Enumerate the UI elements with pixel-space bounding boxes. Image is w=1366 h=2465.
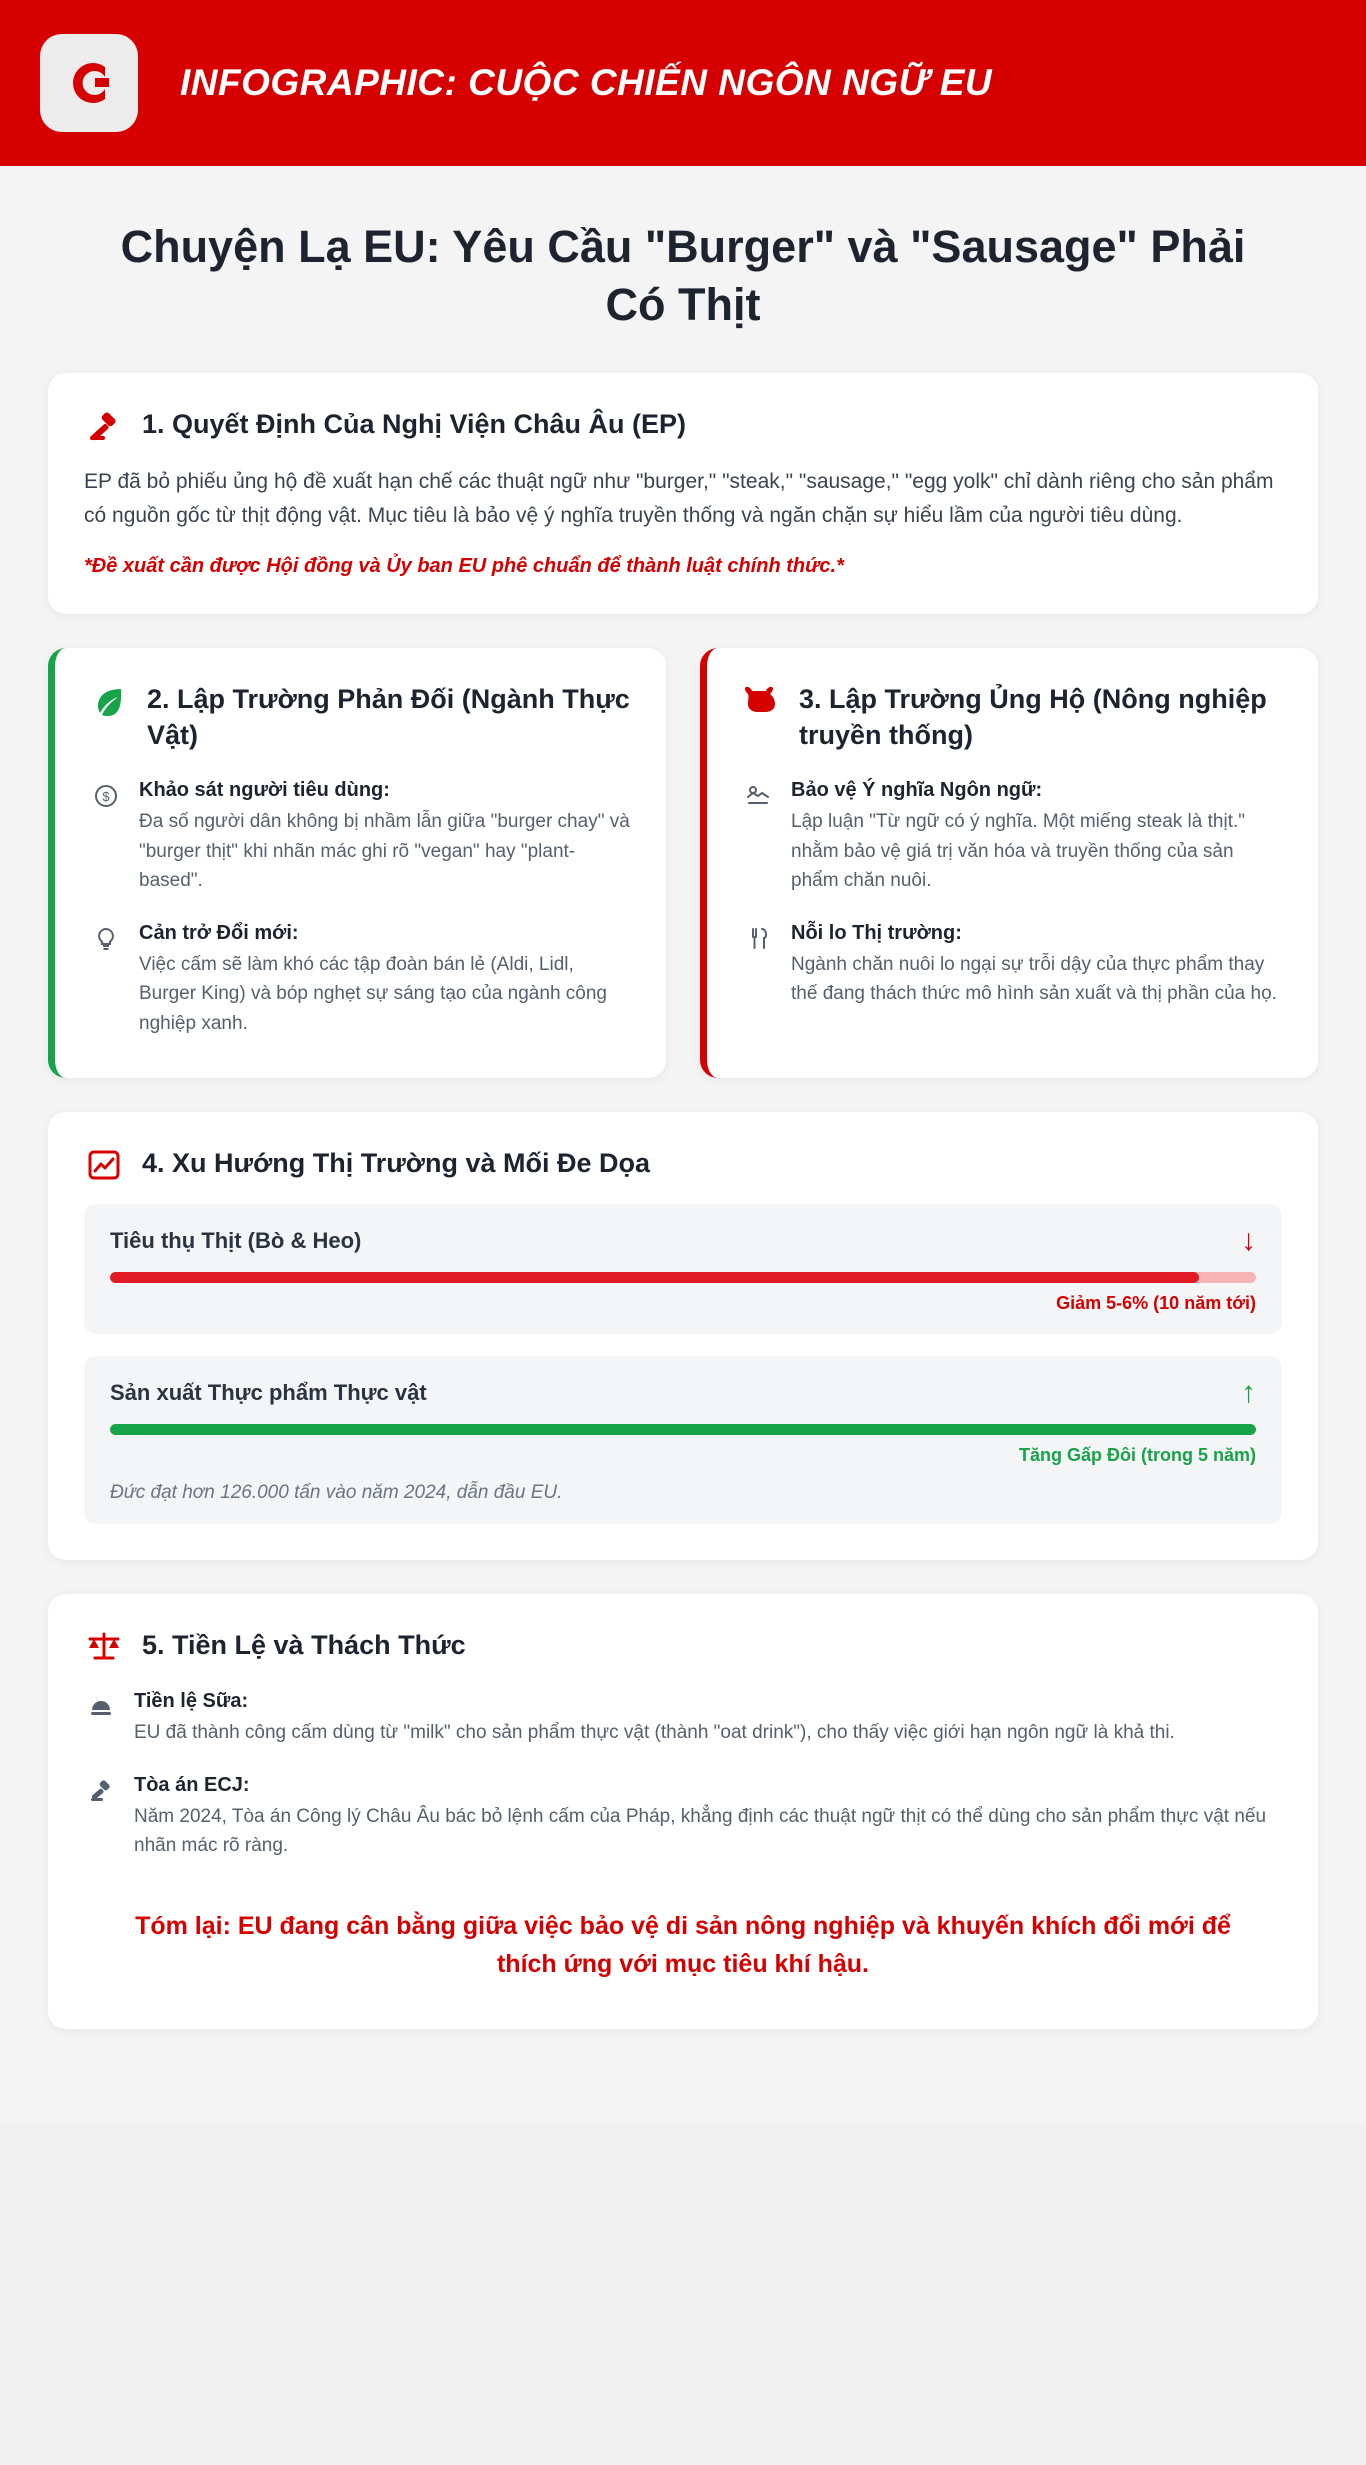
header-title: INFOGRAPHIC: CUỘC CHIẾN NGÔN NGỮ EU [180, 62, 993, 103]
section-2-title: 2. Lập Trường Phản Đối (Ngành Thực Vật) [147, 684, 630, 750]
section-4-title: 4. Xu Hướng Thị Trường và Mối Đe Dọa [142, 1148, 651, 1179]
section-4-header [84, 1146, 1282, 1182]
trend-value: Tăng Gấp Đôi (trong 5 năm) [1019, 1445, 1256, 1466]
item-title: Tòa án ECJ: [134, 1773, 250, 1796]
list-item [89, 779, 632, 895]
item-text: Năm 2024, Tòa án Công lý Châu Âu bác bỏ lệnh cấm của Pháp, khẳng định các thuật ngữ thịt có thể dùng cho sản phẩm thực vật nếu nhãn mác rõ ràng. [134, 1805, 1267, 1856]
section-2-header [89, 682, 632, 753]
item-title: Khảo sát người tiêu dùng: [139, 779, 390, 802]
item-title: Tiền lệ Sữa: [134, 1690, 249, 1713]
content-wrap [0, 373, 1366, 2123]
section-3-card [700, 648, 1318, 1078]
scales-icon [84, 1628, 124, 1664]
section-4-note: Đức đạt hơn 126.000 tấn vào năm 2024, dẫn đầu EU. [110, 1482, 563, 1504]
item-title: Bảo vệ Ý nghĩa Ngôn ngữ: [791, 779, 1043, 802]
section-5-title: 5. Tiền Lệ và Thách Thức [142, 1630, 466, 1661]
item-text: Đa số người dân không bị nhầm lẫn giữa "burger chay" và "burger thịt" khi nhãn mác ghi rõ "vegan" hay "plant-based". [139, 811, 630, 892]
page-header [0, 0, 1366, 166]
cutlery-icon [741, 922, 775, 1009]
trend-meat-header [110, 1226, 1256, 1256]
opposing-views-row [48, 648, 1318, 1078]
item-text: Việc cấm sẽ làm khó các tập đoàn bán lẻ (Aldi, Lidl, Burger King) và bóp nghẹt sự sáng tạo của ngành công nghiệp xanh. [139, 953, 607, 1034]
section-3-header [741, 682, 1284, 753]
list-item [84, 1690, 1282, 1747]
arrow-down-icon: ↓ [1241, 1224, 1256, 1258]
trend-plant [84, 1356, 1282, 1524]
svg-text:$: $ [102, 789, 110, 805]
section-3-title: 3. Lập Trường Ủng Hộ (Nông nghiệp truyền thống) [799, 684, 1267, 750]
section-1-note: *Đề xuất cần được Hội đồng và Ủy ban EU phê chuẩn để thành luật chính thức.* [84, 555, 844, 578]
section-5-header [84, 1628, 1282, 1664]
handshake-icon [741, 779, 775, 895]
gavel-icon [84, 407, 124, 445]
trend-plant-header [110, 1378, 1256, 1408]
trend-bar-track [110, 1424, 1256, 1435]
item-text: Lập luận "Từ ngữ có ý nghĩa. Một miếng steak là thịt." nhằm bảo vệ giá trị văn hóa và truyền thống của sản phẩm chăn nuôi. [791, 811, 1245, 892]
trend-bar-fill [110, 1424, 1256, 1435]
trend-meat [84, 1204, 1282, 1334]
item-text: EU đã thành công cấm dùng từ "milk" cho sản phẩm thực vật (thành "oat drink"), cho thấy việc giới hạn ngôn ngữ là khả thi. [134, 1722, 1175, 1744]
section-1-body: EP đã bỏ phiếu ủng hộ đề xuất hạn chế các thuật ngữ như "burger," "steak," "sausage," "egg yolk" chỉ dành riêng cho sản phẩm có nguồn gốc từ thịt động vật. Mục tiêu là bảo vệ ý nghĩa truyền thống và ngăn chặn sự hiểu lầm của người tiêu dùng. [84, 470, 1274, 528]
trend-label: Tiêu thụ Thịt (Bò & Heo) [110, 1228, 362, 1254]
section-4-card [48, 1112, 1318, 1560]
list-item [84, 1774, 1282, 1861]
lightbulb-icon [89, 922, 123, 1038]
leaf-icon [89, 682, 129, 718]
item-title: Cản trở Đổi mới: [139, 921, 299, 944]
page-title: Chuyện Lạ EU: Yêu Cầu "Burger" và "Sausage" Phải Có Thịt [120, 221, 1246, 330]
section-2-card [48, 648, 666, 1078]
arrow-up-icon: ↑ [1241, 1376, 1256, 1410]
gavel-small-icon [84, 1774, 118, 1861]
trend-label: Sản xuất Thực phẩm Thực vật [110, 1380, 427, 1406]
cow-icon [741, 682, 781, 714]
survey-icon [89, 779, 123, 895]
list-item [89, 922, 632, 1038]
section-5-card [48, 1594, 1318, 2029]
list-item [741, 922, 1284, 1009]
chart-line-icon [84, 1146, 124, 1182]
section-1-card [48, 373, 1318, 614]
conclusion-text: Tóm lại: EU đang cân bằng giữa việc bảo vệ di sản nông nghiệp và khuyến khích đổi mới để thích ứng với mục tiêu khí hậu. [135, 1912, 1231, 1978]
trend-value: Giảm 5-6% (10 năm tới) [1056, 1293, 1256, 1314]
section-1-header [84, 407, 1282, 445]
trend-bar-track [110, 1272, 1256, 1283]
logo [40, 34, 138, 132]
item-title: Nỗi lo Thị trường: [791, 921, 962, 944]
item-text: Ngành chăn nuôi lo ngại sự trỗi dậy của thực phẩm thay thế đang thách thức mô hình sản xuất và thị phần của họ. [791, 953, 1277, 1005]
trend-bar-fill [110, 1272, 1199, 1283]
list-item [741, 779, 1284, 895]
section-1-title: 1. Quyết Định Của Nghị Viện Châu Âu (EP) [142, 409, 687, 440]
milk-icon [84, 1690, 118, 1747]
